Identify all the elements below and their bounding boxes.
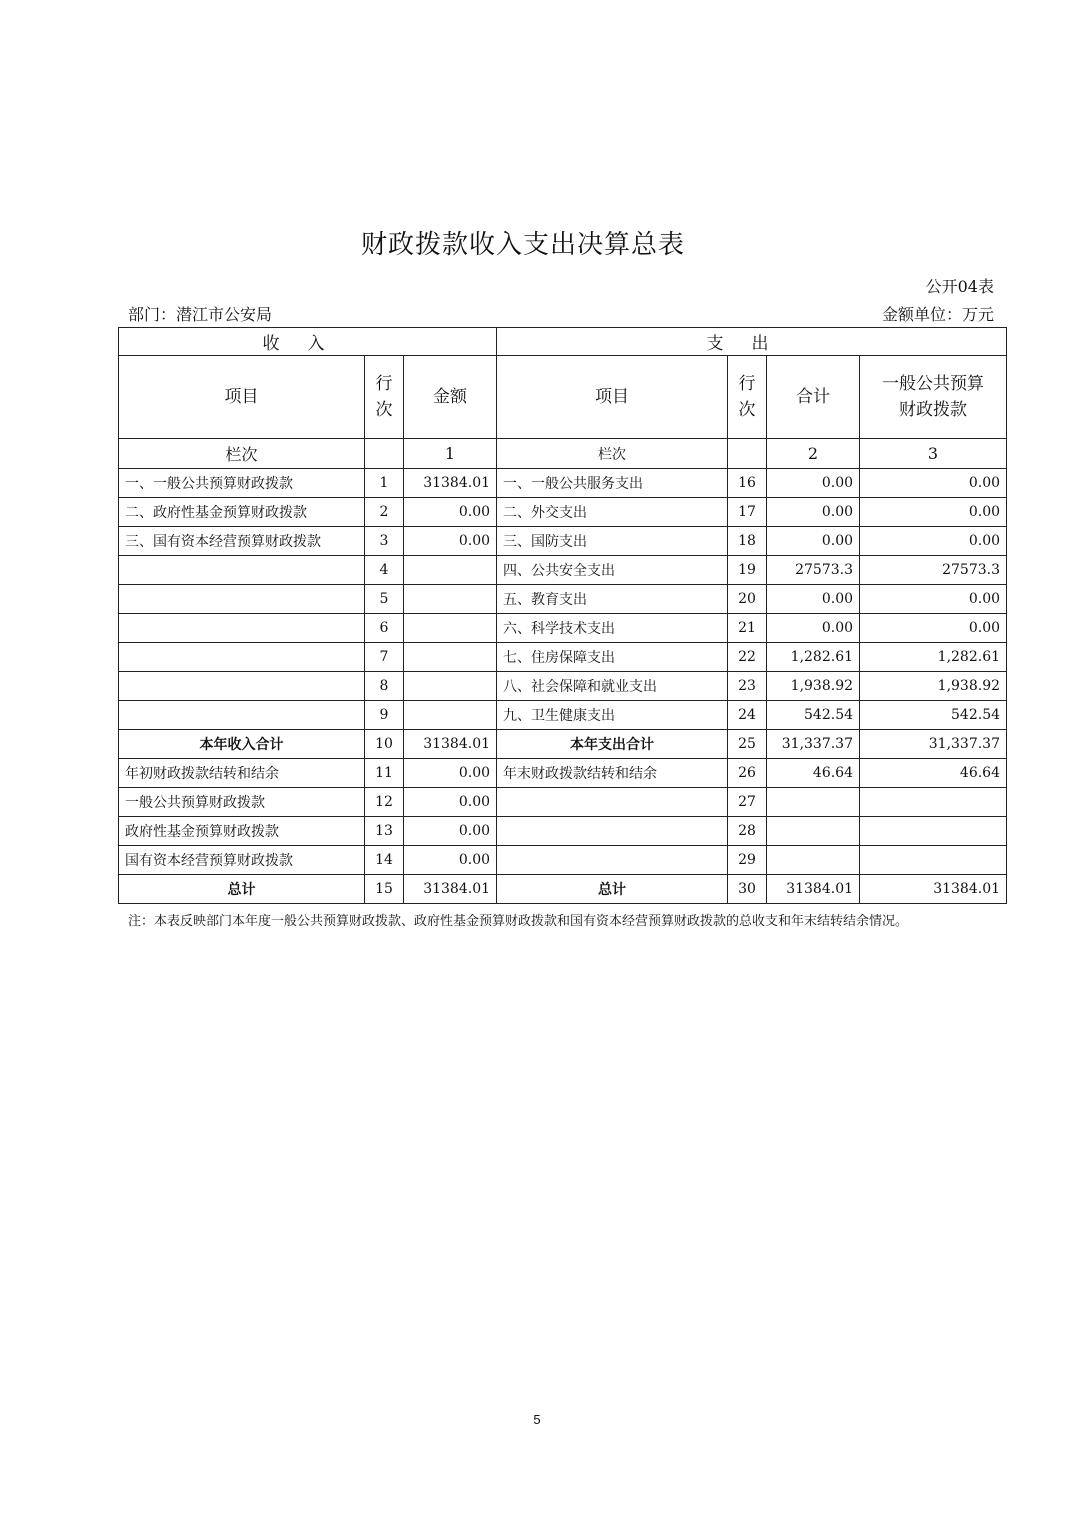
- expense-total-cell: [767, 817, 860, 846]
- income-amount-cell: [404, 585, 497, 614]
- expense-general-cell: [860, 817, 1007, 846]
- expense-row-number: 18: [728, 527, 767, 556]
- income-amount-cell: 0.00: [404, 498, 497, 527]
- form-code: 公开04表: [925, 277, 994, 296]
- expense-general-header: 一般公共预算财政拨款: [860, 356, 1007, 439]
- expense-item-cell: 二、外交支出: [497, 498, 728, 527]
- table-row: [119, 498, 1007, 527]
- income-colnum-amount: 1: [404, 439, 497, 469]
- income-row-number: 1: [365, 469, 404, 498]
- income-amount-cell: 31384.01: [404, 730, 497, 759]
- expense-row-number: 25: [728, 730, 767, 759]
- income-amount-cell: [404, 672, 497, 701]
- income-amount-cell: [404, 701, 497, 730]
- expense-general-cell: 0.00: [860, 614, 1007, 643]
- income-item-cell: 年初财政拨款结转和结余: [119, 759, 365, 788]
- table-row: [119, 527, 1007, 556]
- income-item-cell: [119, 585, 365, 614]
- expense-item-cell: 七、住房保障支出: [497, 643, 728, 672]
- expense-item-cell: [497, 788, 728, 817]
- expense-general-cell: 46.64: [860, 759, 1007, 788]
- income-item-cell: 一、一般公共预算财政拨款: [119, 469, 365, 498]
- expense-row-number: 21: [728, 614, 767, 643]
- expense-item-cell: [497, 817, 728, 846]
- expense-colnum-label: 栏次: [497, 439, 728, 469]
- income-item-header: 项目: [119, 356, 365, 439]
- income-row-header: 行次: [365, 356, 404, 439]
- section-band-row: [119, 328, 1007, 356]
- income-row-number: 5: [365, 585, 404, 614]
- expense-total-cell: 0.00: [767, 469, 860, 498]
- income-amount-cell: [404, 614, 497, 643]
- income-amount-cell: 0.00: [404, 527, 497, 556]
- income-amount-header: 金额: [404, 356, 497, 439]
- expense-item-cell: 六、科学技术支出: [497, 614, 728, 643]
- department-label: 部门：潜江市公安局: [128, 305, 273, 324]
- expense-item-cell: 四、公共安全支出: [497, 556, 728, 585]
- expense-item-header: 项目: [497, 356, 728, 439]
- expense-total-cell: 542.54: [767, 701, 860, 730]
- expense-row-number: 22: [728, 643, 767, 672]
- income-row-number: 8: [365, 672, 404, 701]
- table-row: [119, 643, 1007, 672]
- income-row-number: 14: [365, 846, 404, 875]
- expense-colnum-row: [728, 439, 767, 469]
- expense-general-cell: 0.00: [860, 585, 1007, 614]
- income-item-cell: [119, 614, 365, 643]
- table-row: [119, 846, 1007, 875]
- expense-row-number: 26: [728, 759, 767, 788]
- expense-colnum-general: 3: [860, 439, 1007, 469]
- income-item-cell: [119, 643, 365, 672]
- expense-colnum-total: 2: [767, 439, 860, 469]
- expense-general-cell: 31384.01: [860, 875, 1007, 904]
- expense-general-cell: 542.54: [860, 701, 1007, 730]
- unit-label: 金额单位：万元: [881, 305, 994, 324]
- income-row-number: 2: [365, 498, 404, 527]
- expense-general-cell: 0.00: [860, 498, 1007, 527]
- expense-total-cell: 1,938.92: [767, 672, 860, 701]
- expense-total-cell: 27573.3: [767, 556, 860, 585]
- expense-row-number: 19: [728, 556, 767, 585]
- income-row-number: 3: [365, 527, 404, 556]
- expense-row-number: 24: [728, 701, 767, 730]
- income-amount-cell: 0.00: [404, 846, 497, 875]
- income-item-cell: 政府性基金预算财政拨款: [119, 817, 365, 846]
- expense-total-cell: [767, 788, 860, 817]
- table-row: [119, 585, 1007, 614]
- income-row-number: 7: [365, 643, 404, 672]
- expense-item-cell: 本年支出合计: [497, 730, 728, 759]
- expense-row-number: 28: [728, 817, 767, 846]
- income-item-cell: 总计: [119, 875, 365, 904]
- column-number-row: [119, 439, 1007, 469]
- table-row: [119, 701, 1007, 730]
- expense-item-cell: 三、国防支出: [497, 527, 728, 556]
- expense-total-cell: 31384.01: [767, 875, 860, 904]
- income-amount-cell: 31384.01: [404, 875, 497, 904]
- income-row-number: 4: [365, 556, 404, 585]
- header-row: [119, 356, 1007, 439]
- income-item-cell: 本年收入合计: [119, 730, 365, 759]
- expense-item-cell: 年末财政拨款结转和结余: [497, 759, 728, 788]
- income-item-cell: 三、国有资本经营预算财政拨款: [119, 527, 365, 556]
- expense-item-cell: 五、教育支出: [497, 585, 728, 614]
- income-row-number: 9: [365, 701, 404, 730]
- expense-total-cell: 0.00: [767, 498, 860, 527]
- expense-item-cell: 九、卫生健康支出: [497, 701, 728, 730]
- expense-row-number: 20: [728, 585, 767, 614]
- income-colnum-label: 栏次: [119, 439, 365, 469]
- expense-row-number: 27: [728, 788, 767, 817]
- expense-row-number: 16: [728, 469, 767, 498]
- table-row: [119, 730, 1007, 759]
- footnote: 注：本表反映部门本年度一般公共预算财政拨款、政府性基金预算财政拨款和国有资本经营预算财政拨款的总收支和年末结转结余情况。: [128, 914, 909, 929]
- table-row: [119, 759, 1007, 788]
- income-row-number: 13: [365, 817, 404, 846]
- expense-row-header: 行次: [728, 356, 767, 439]
- table-row: [119, 469, 1007, 498]
- expense-total-cell: 0.00: [767, 527, 860, 556]
- expense-item-cell: 总计: [497, 875, 728, 904]
- expense-total-cell: 1,282.61: [767, 643, 860, 672]
- expense-row-number: 30: [728, 875, 767, 904]
- expense-item-cell: [497, 846, 728, 875]
- expense-row-number: 23: [728, 672, 767, 701]
- expense-band: 支出: [497, 328, 1007, 356]
- expense-row-number: 29: [728, 846, 767, 875]
- expense-total-header: 合计: [767, 356, 860, 439]
- table-row: [119, 556, 1007, 585]
- expense-row-number: 17: [728, 498, 767, 527]
- income-item-cell: [119, 556, 365, 585]
- page-title: 财政拨款收入支出决算总表: [360, 230, 685, 260]
- table-row: [119, 788, 1007, 817]
- expense-item-cell: 八、社会保障和就业支出: [497, 672, 728, 701]
- income-colnum-row: [365, 439, 404, 469]
- expense-general-cell: 27573.3: [860, 556, 1007, 585]
- income-item-cell: [119, 701, 365, 730]
- income-item-cell: 国有资本经营预算财政拨款: [119, 846, 365, 875]
- expense-general-cell: 0.00: [860, 469, 1007, 498]
- expense-general-cell: [860, 846, 1007, 875]
- income-amount-cell: 0.00: [404, 788, 497, 817]
- expense-item-cell: 一、一般公共服务支出: [497, 469, 728, 498]
- income-item-cell: [119, 672, 365, 701]
- expense-total-cell: 0.00: [767, 585, 860, 614]
- income-band: 收入: [119, 328, 497, 356]
- expense-total-cell: [767, 846, 860, 875]
- expense-general-cell: 0.00: [860, 527, 1007, 556]
- appropriation-table: [118, 327, 1007, 904]
- income-amount-cell: [404, 643, 497, 672]
- table-row: [119, 672, 1007, 701]
- income-amount-cell: 0.00: [404, 817, 497, 846]
- income-amount-cell: 31384.01: [404, 469, 497, 498]
- page-number: 5: [533, 1412, 541, 1427]
- income-row-number: 10: [365, 730, 404, 759]
- expense-total-cell: 46.64: [767, 759, 860, 788]
- income-row-number: 12: [365, 788, 404, 817]
- table-row: [119, 875, 1007, 904]
- income-item-cell: 一般公共预算财政拨款: [119, 788, 365, 817]
- income-amount-cell: 0.00: [404, 759, 497, 788]
- income-row-number: 15: [365, 875, 404, 904]
- income-row-number: 6: [365, 614, 404, 643]
- table-row: [119, 817, 1007, 846]
- expense-general-cell: 1,938.92: [860, 672, 1007, 701]
- table-row: [119, 614, 1007, 643]
- expense-general-cell: 31,337.37: [860, 730, 1007, 759]
- expense-total-cell: 31,337.37: [767, 730, 860, 759]
- expense-total-cell: 0.00: [767, 614, 860, 643]
- income-amount-cell: [404, 556, 497, 585]
- expense-general-cell: [860, 788, 1007, 817]
- expense-general-cell: 1,282.61: [860, 643, 1007, 672]
- income-item-cell: 二、政府性基金预算财政拨款: [119, 498, 365, 527]
- income-row-number: 11: [365, 759, 404, 788]
